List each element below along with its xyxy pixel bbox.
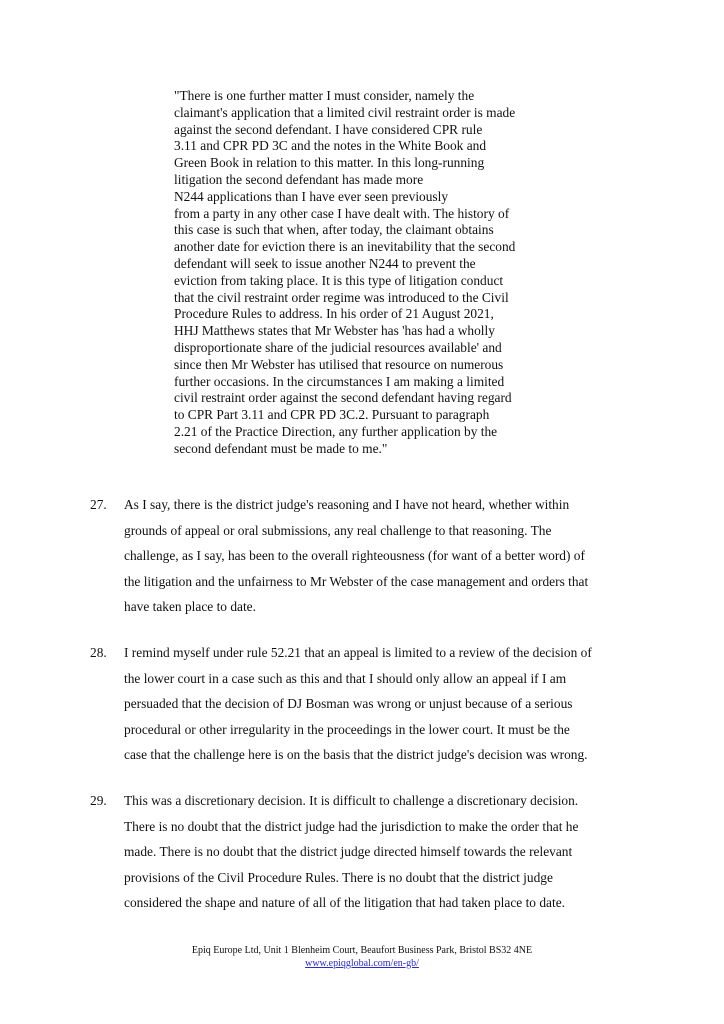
quote-line: defendant will seek to issue another N244 to prevent the (174, 255, 476, 271)
quote-line: claimant's application that a limited civil restraint order is made (174, 104, 516, 120)
paragraph-line: As I say, there is the district judge's reasoning and I have not heard, whether within (124, 497, 570, 512)
quote-line: to CPR Part 3.11 and CPR PD 3C.2. Pursuant to paragraph (174, 407, 490, 423)
quote-line: Procedure Rules to address. In his order of 21 August 2021, (174, 306, 494, 322)
quote-line: 2.21 of the Practice Direction, any further application by the (174, 423, 498, 439)
paragraph-line: procedural or other irregularity in the proceedings in the lower court. It must be the (124, 721, 570, 737)
quote-line: second defendant must be made to me." (174, 440, 388, 456)
footer-link[interactable]: www.epiqglobal.com/en-gb/ (305, 957, 419, 969)
quote-line: eviction from taking place. It is this type of litigation conduct (174, 272, 504, 288)
footer-address: Epiq Europe Ltd, Unit 1 Blenheim Court, Beaufort Business Park, Bristol BS32 4NE (191, 945, 533, 956)
paragraph-line: This was a discretionary decision. It is difficult to challenge a discretionary decision. (124, 793, 579, 808)
quote-line: further occasions. In the circumstances I am making a limited (174, 373, 505, 389)
quote-line: Green Book in relation to this matter. In this long-running (174, 155, 485, 171)
quote-line: this case is such that when, after today, the claimant obtains (174, 222, 494, 238)
paragraph-number: 28. (90, 645, 107, 660)
quote-line: since then Mr Webster has utilised that resource on numerous (174, 356, 504, 372)
quote-line: litigation the second defendant has made more (174, 171, 424, 187)
quoted-passage (174, 88, 574, 458)
paragraph-body (124, 645, 592, 773)
quote-line: disproportionate share of the judicial resources available' and (174, 339, 502, 355)
paragraph-line: grounds of appeal or oral submissions, any real challenge to that reasoning. The (124, 522, 552, 538)
quote-line: from a party in any other case I have dealt with. The history of (174, 205, 510, 221)
paragraph-line: challenge, as I say, has been to the overall righteousness (for want of a better word) of (124, 548, 585, 564)
paragraph-line: I remind myself under rule 52.21 that an appeal is limited to a review of the decision of (124, 645, 592, 660)
quote-line: civil restraint order against the second defendant having regard (174, 390, 512, 406)
paragraph-body (124, 497, 588, 625)
paragraph-number: 27. (90, 497, 107, 512)
paragraph-line: the lower court in a case such as this and that I should only allow an appeal if I am (124, 670, 567, 686)
page-footer (0, 945, 724, 970)
paragraph-line: made. There is no doubt that the district judge directed himself towards the relevant (124, 844, 573, 860)
paragraph-number: 29. (90, 793, 107, 808)
quote-line: "There is one further matter I must consider, namely the (174, 88, 475, 103)
paragraph-line: persuaded that the decision of DJ Bosman was wrong or unjust because of a serious (124, 696, 573, 712)
paragraph-body (124, 793, 578, 921)
quote-line: HHJ Matthews states that Mr Webster has 'has had a wholly (174, 323, 495, 339)
paragraph-line: the litigation and the unfairness to Mr Webster of the case management and orders that (124, 573, 589, 589)
paragraph-line: considered the shape and nature of all of the litigation that had taken place to date. (124, 895, 565, 911)
paragraph-line: provisions of the Civil Procedure Rules. There is no doubt that the district judge (124, 869, 553, 885)
paragraph-line: There is no doubt that the district judge had the jurisdiction to make the order that he (124, 818, 579, 834)
quote-line: N244 applications than I have ever seen previously (174, 188, 449, 204)
quote-line: against the second defendant. I have considered CPR rule (174, 121, 483, 137)
paragraph-line: have taken place to date. (124, 599, 256, 615)
quote-line: another date for eviction there is an inevitability that the second (174, 239, 516, 255)
quote-line: that the civil restraint order regime was introduced to the Civil (174, 289, 509, 305)
quote-line: 3.11 and CPR PD 3C and the notes in the White Book and (174, 138, 487, 154)
paragraph-line: case that the challenge here is on the basis that the district judge's decision was wrong. (124, 747, 588, 763)
